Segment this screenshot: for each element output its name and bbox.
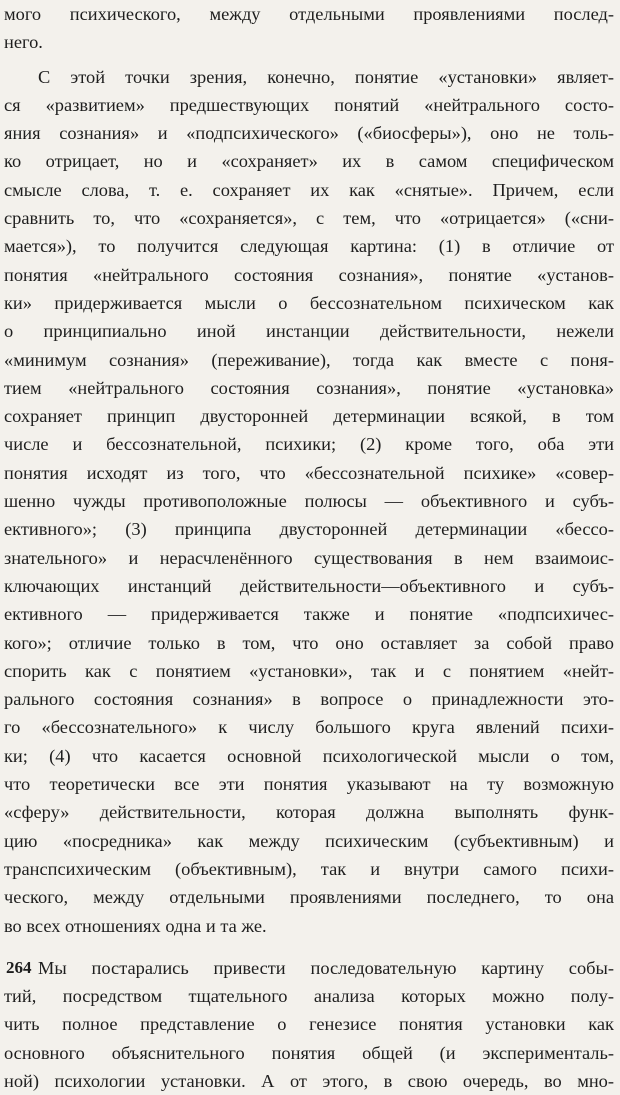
text-line: понятия исходят из того, что «бессознательной психике» «совер- xyxy=(4,462,614,483)
paragraph-1 xyxy=(4,0,614,57)
text-line: основного объяснительного понятия общей (и эксперименталь- xyxy=(4,1042,614,1063)
text-line: яния сознания» и «подпсихического» («биосферы»), оно не толь- xyxy=(4,123,614,144)
text-line: цию «посредника» как между психическим (субъективным) и xyxy=(4,830,614,851)
text-line: ки» придерживается мысли о бессознательном психическом как xyxy=(4,292,614,313)
paragraph-2 xyxy=(4,63,614,940)
text-line: числе и бессознательной, психики; (2) кроме того, оба эти xyxy=(4,434,614,455)
text-line: что теоретически все эти понятия указывают на ту возможную xyxy=(4,774,614,795)
text-line: понятия «нейтрального состояния сознания», понятие «установ- xyxy=(4,264,614,285)
text-line: сравнить то, что «сохраняется», с тем, что «отрицается» («сни- xyxy=(4,208,614,229)
text-line: шенно чужды противоположные полюсы — объективного и субъ- xyxy=(4,491,614,512)
text-line: сохраняет принцип двусторонней детерминации всякой, в том xyxy=(4,406,614,427)
text-line: смысле слова, т. е. сохраняет их как «снятые». Причем, если xyxy=(4,179,614,200)
text-line: ективного»; (3) принципа двусторонней детерминации «бессо- xyxy=(4,519,614,540)
text-line: него. xyxy=(4,32,43,53)
text-line: «сферу» действительности, которая должна выполнять функ- xyxy=(4,802,614,823)
text-line: транспсихическим (объективным), так и внутри самого психи- xyxy=(4,858,614,879)
text-line: го «бессознательного» к числу большого круга явлений психи- xyxy=(4,717,614,738)
text-line: ключающих инстанций действительности—объективного и субъ- xyxy=(4,575,614,596)
text-line: С этой точки зрения, конечно, понятие «установки» являет- xyxy=(38,66,614,87)
text-line: ективного — придерживается также и понятие «подпсихичес- xyxy=(4,604,614,625)
text-line: ко отрицает, но и «сохраняет» их в самом специфическом xyxy=(4,151,614,172)
text-line: знательного» и нерасчленённого существования в нем взаимоис- xyxy=(4,547,614,568)
text-line: ной) психологии установки. А от этого, в свою очередь, во мно- xyxy=(4,1070,614,1091)
text-line: мого психического, между отдельными проявлениями послед- xyxy=(4,4,614,24)
text-line: кого»; отличие только в том, что оно оставляет за собой право xyxy=(4,632,614,653)
text-line: тий, посредством тщательного анализа которых можно полу- xyxy=(4,986,614,1007)
text-line: во всех отношениях одна и та же. xyxy=(4,915,267,936)
text-line: ки; (4) что касается основной психологической мысли о том, xyxy=(4,745,614,766)
text-line: рального состояния сознания» в вопросе о принадлежности это- xyxy=(4,689,614,710)
text-line: ся «развитием» предшествующих понятий «нейтрального состо- xyxy=(4,94,614,115)
text-line: ческого, между отдельными проявлениями последнего, то она xyxy=(4,887,614,908)
text-line: мается»), то получится следующая картина: (1) в отличие от xyxy=(4,236,614,257)
page-number: 264 xyxy=(6,958,32,977)
text-line: тием «нейтрального состояния сознания», понятие «установка» xyxy=(4,377,614,398)
paragraph-3 xyxy=(4,954,614,1095)
text-line: спорить как с понятием «установки», так и с понятием «нейт- xyxy=(4,660,614,681)
text-line: Мы постарались привести последовательную картину собы- xyxy=(38,957,614,978)
text-line: «минимум сознания» (переживание), тогда как вместе с поня- xyxy=(4,349,614,370)
text-line: чить полное представление о генезисе понятия установки как xyxy=(4,1014,614,1035)
text-line: о принципиально иной инстанции действительности, нежели xyxy=(4,321,614,342)
